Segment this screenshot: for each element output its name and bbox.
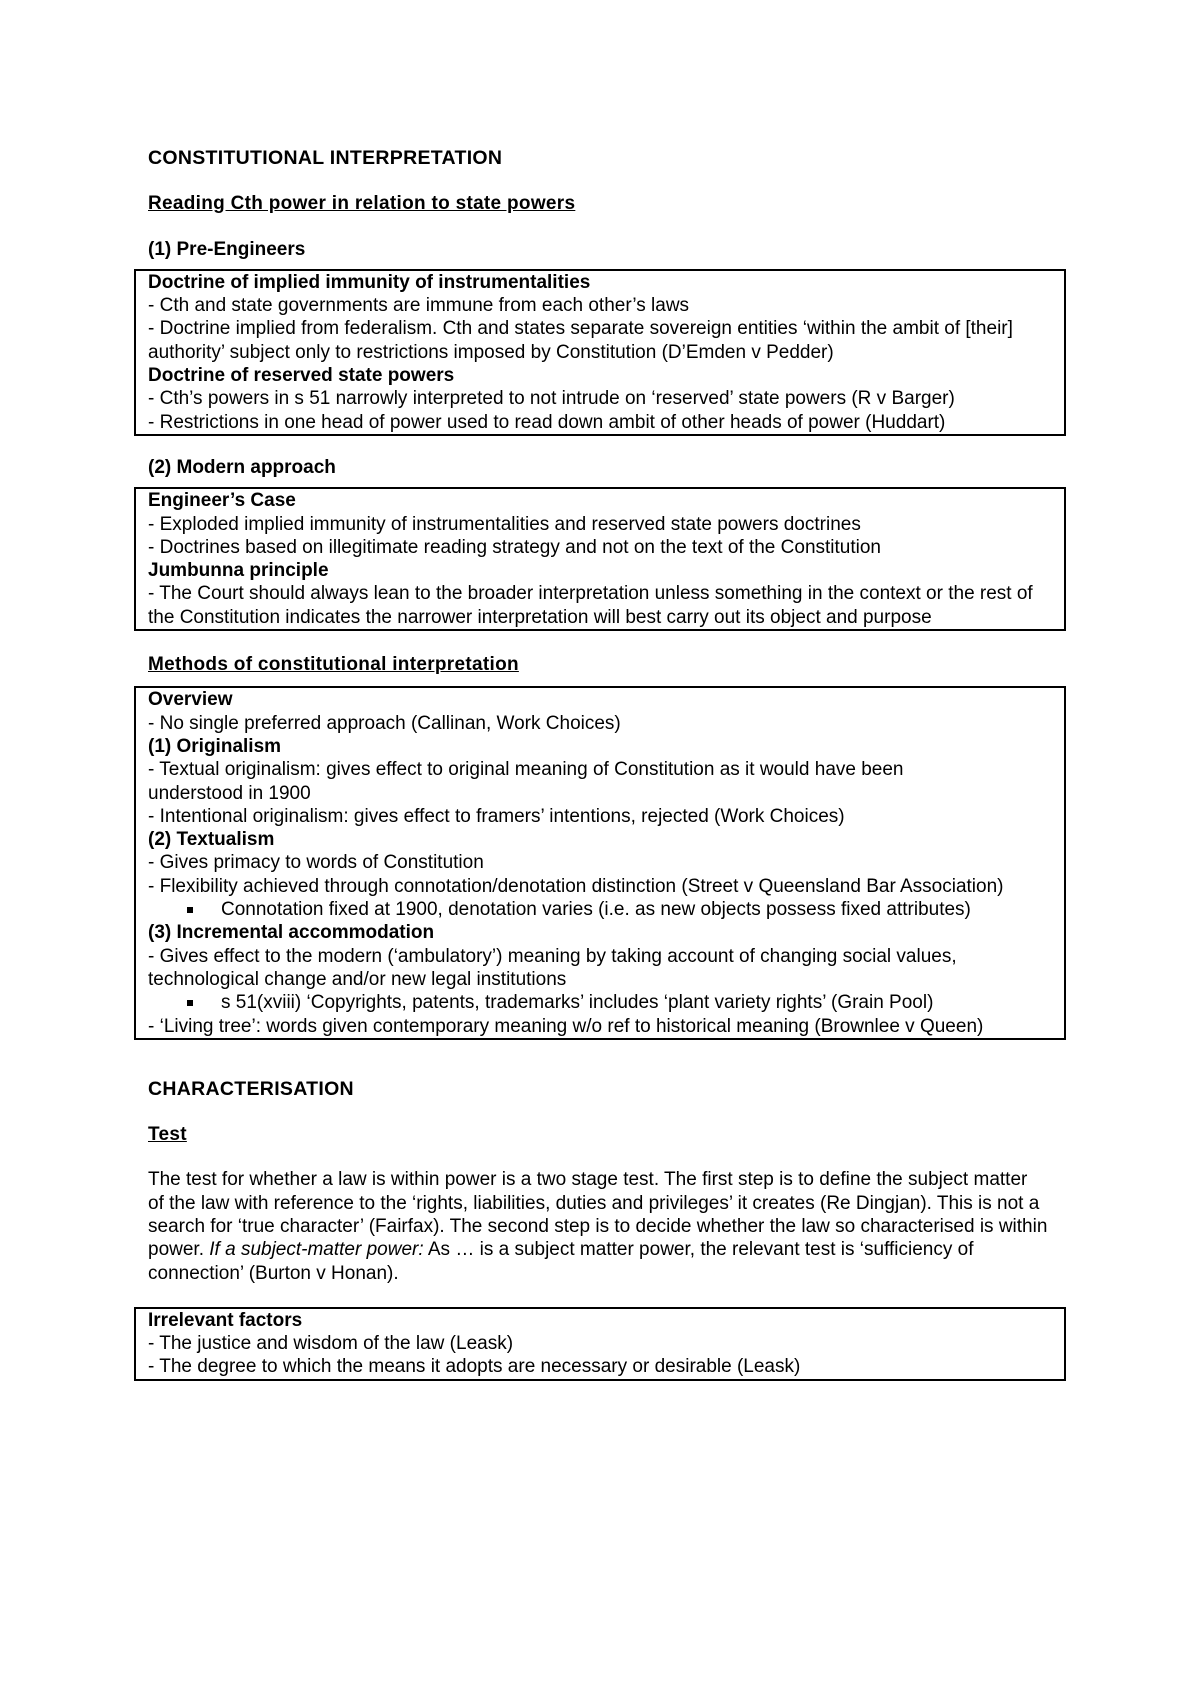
box-line: - No single preferred approach (Callinan, Work Choices) <box>148 712 621 734</box>
box-line: - Cth and state governments are immune from each other’s laws <box>148 295 690 317</box>
document-content <box>148 147 1078 1381</box>
box-modern-approach <box>134 487 1066 631</box>
box-title-incremental-accommodation: (3) Incremental accommodation <box>148 922 435 944</box>
box-title-reserved-state-powers: Doctrine of reserved state powers <box>148 365 455 387</box>
heading-methods-interpretation: Methods of constitutional interpretation <box>148 654 519 676</box>
test-paragraph <box>148 1168 1048 1284</box>
box-line: - Doctrine implied from federalism. Cth and states separate sovereign entities ‘within the ambit of [their] authority’ subject only to restrictions imposed by Constitution (D’Emden v Pedder) <box>148 318 1013 363</box>
box-line: - Gives primacy to words of Constitution <box>148 852 484 874</box>
box-title-jumbunna-principle: Jumbunna principle <box>148 560 329 582</box>
bullet-item: Connotation fixed at 1900, denotation varies (i.e. as new objects possess fixed attributes) <box>148 898 1064 921</box>
box-title-engineers-case: Engineer’s Case <box>148 490 296 512</box>
box-pre-engineers <box>134 269 1066 436</box>
box-title-irrelevant-factors: Irrelevant factors <box>148 1309 303 1331</box>
box-line: - The justice and wisdom of the law (Leask) <box>148 1333 514 1355</box>
title-characterisation: CHARACTERISATION <box>148 1077 354 1100</box>
box-title-textualism: (2) Textualism <box>148 829 275 851</box>
box-line: - ‘Living tree’: words given contemporary meaning w/o ref to historical meaning (Brownlee v Queen) <box>148 1015 984 1037</box>
box-title-implied-immunity: Doctrine of implied immunity of instrumentalities <box>148 271 591 293</box>
test-paragraph-text: As … is a subject matter power, the relevant test is ‘sufficiency of connection’ (Burton v Honan). <box>148 1239 974 1284</box>
heading-pre-engineers: (1) Pre-Engineers <box>148 238 306 260</box>
test-paragraph-emphasis: If a subject-matter power: <box>209 1239 424 1261</box>
box-line: - Restrictions in one head of power used to read down ambit of other heads of power (Huddart) <box>148 411 946 433</box>
box-line: - Exploded implied immunity of instrumentalities and reserved state powers doctrines <box>148 513 861 535</box>
bullet-item: s 51(xviii) ‘Copyrights, patents, trademarks’ includes ‘plant variety rights’ (Grain Pool) <box>148 991 1064 1014</box>
box-line: - Cth’s powers in s 51 narrowly interpreted to not intrude on ‘reserved’ state powers (R v Barger) <box>148 388 955 410</box>
heading-modern-approach: (2) Modern approach <box>148 456 336 478</box>
box-irrelevant-factors <box>134 1307 1066 1381</box>
box-line: - Intentional originalism: gives effect to framers’ intentions, rejected (Work Choices) <box>148 805 845 827</box>
box-line: - Flexibility achieved through connotation/denotation distinction (Street v Queensland Bar Association) <box>148 875 1004 897</box>
box-line: - Textual originalism: gives effect to original meaning of Constitution as it would have been understood in 1900 <box>148 759 904 804</box>
test-paragraph-text: The test for whether a law is within power is a two stage test. The first step is to define the subject matter of the law with reference to the ‘rights, liabilities, duties and privileges’ it creates (Re Dingjan). This is not a search for ‘true character’ (Fairfax). The second step is to decide whether the law so characterised is within power. <box>148 1169 1048 1261</box>
box-line: - The Court should always lean to the broader interpretation unless something in the context or the rest of the Constitution indicates the narrower interpretation will best carry out its object and purpose <box>148 583 1033 628</box>
title-constitutional-interpretation: CONSTITUTIONAL INTERPRETATION <box>148 147 503 169</box>
box-title-overview: Overview <box>148 689 233 711</box>
box-title-originalism: (1) Originalism <box>148 735 282 757</box>
box-line: - The degree to which the means it adopts are necessary or desirable (Leask) <box>148 1356 801 1378</box>
box-line: - Doctrines based on illegitimate reading strategy and not on the text of the Constitution <box>148 536 881 558</box>
heading-test: Test <box>148 1124 187 1146</box>
heading-reading-cth-power: Reading Cth power in relation to state powers <box>148 193 576 215</box>
box-methods <box>134 686 1066 1039</box>
box-line: - Gives effect to the modern (‘ambulatory’) meaning by taking account of changing social values, technological change and/or new legal institutions <box>148 945 957 990</box>
